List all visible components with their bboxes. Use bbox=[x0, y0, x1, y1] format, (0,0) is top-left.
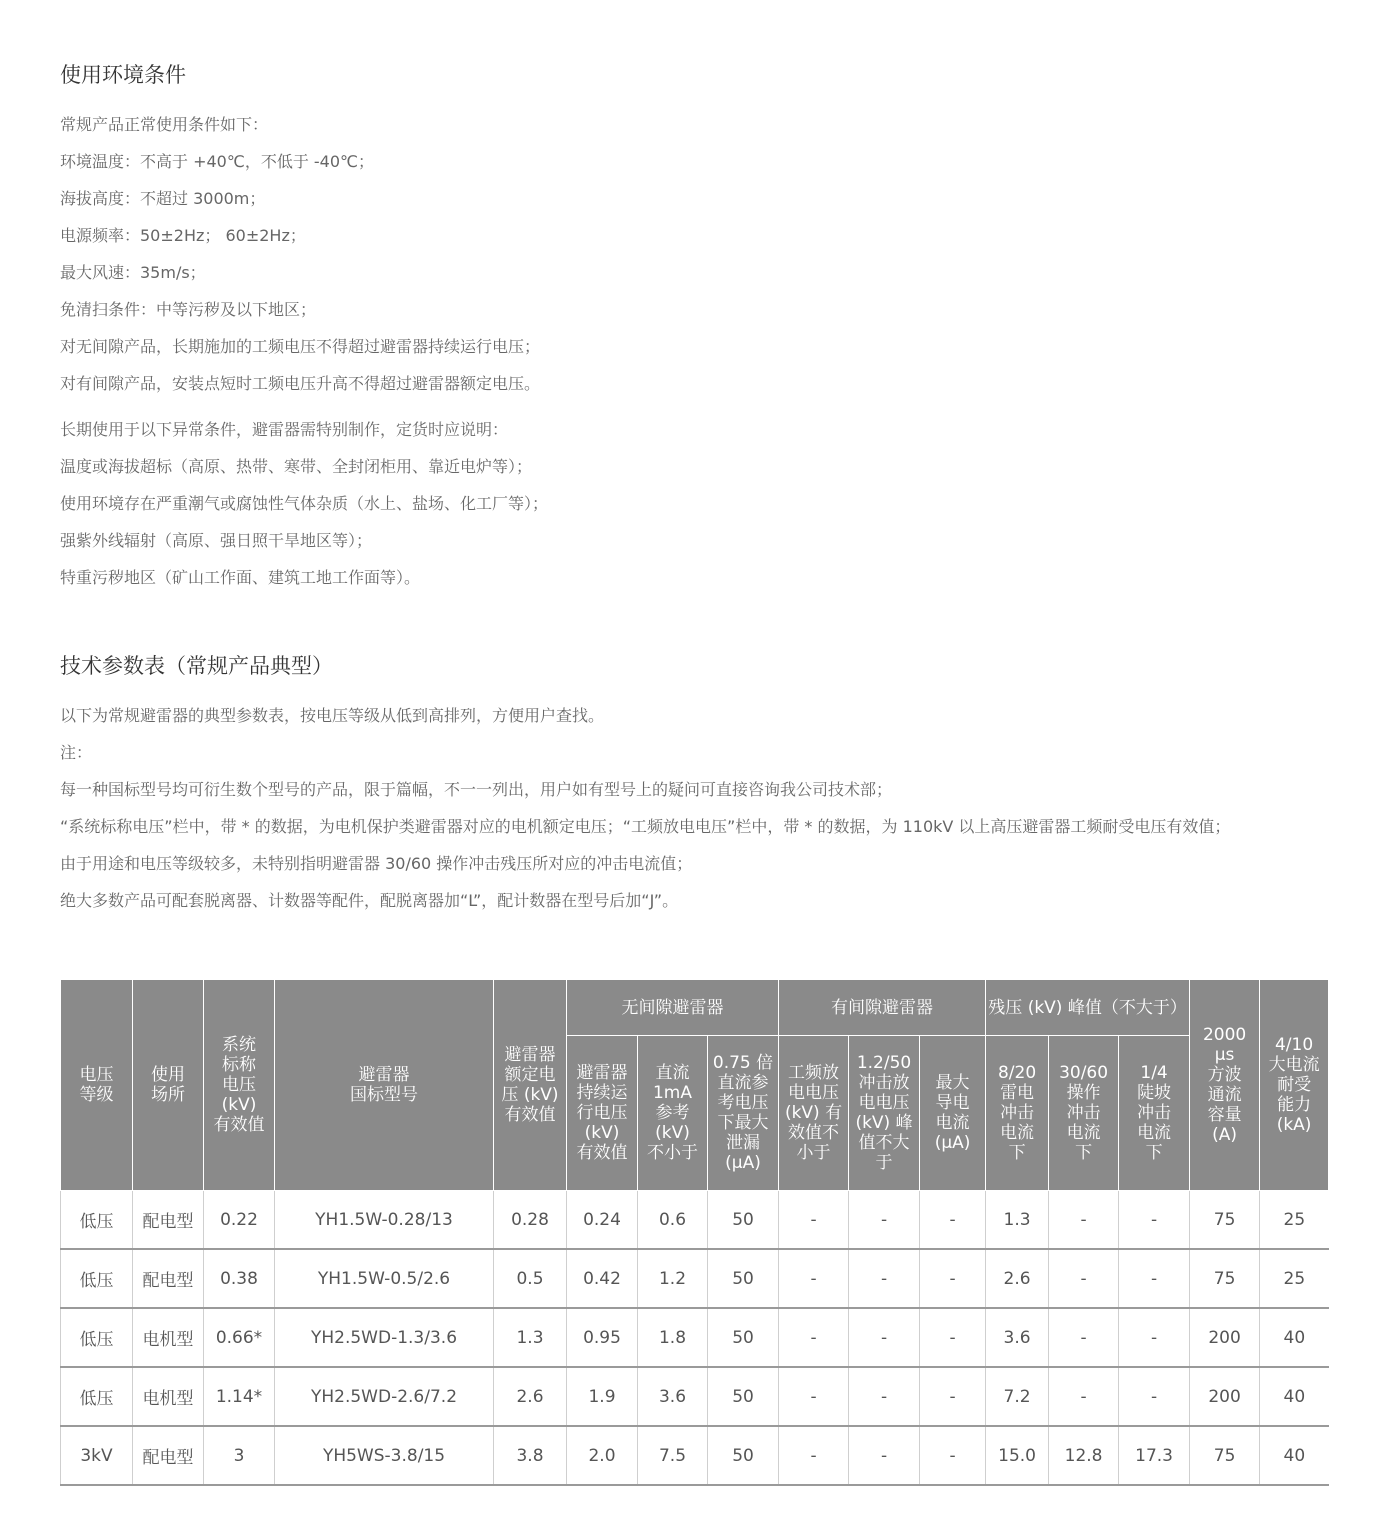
table-cell: 2.6 bbox=[494, 1367, 567, 1426]
table-cell: 50 bbox=[708, 1367, 779, 1426]
table-cell: 0.38 bbox=[204, 1249, 275, 1308]
list-item: 海拔高度：不超过 3000m； bbox=[60, 189, 266, 208]
list-item: 长期使用于以下异常条件，避雷器需特别制作，定货时应说明： bbox=[60, 420, 509, 439]
list-item: 最大风速：35m/s； bbox=[60, 263, 206, 282]
header-dc-reference: 直流 1mA 参考 (kV) 不小于 bbox=[638, 1036, 708, 1191]
header-pf-discharge: 工频放 电电压 (kV) 有 效值不 小于 bbox=[779, 1036, 849, 1191]
table-cell: - bbox=[1049, 1367, 1119, 1426]
table-cell: YH5WS-3.8/15 bbox=[275, 1426, 494, 1485]
table-cell: 7.5 bbox=[638, 1426, 708, 1485]
table-cell: 低压 bbox=[61, 1249, 133, 1308]
table-cell: 2.0 bbox=[567, 1426, 638, 1485]
section-title-environment: 使用环境条件 bbox=[60, 63, 186, 87]
table-cell: - bbox=[849, 1426, 920, 1485]
table-row bbox=[61, 1249, 1329, 1308]
header-group-gapless: 无间隙避雷器 bbox=[567, 980, 779, 1036]
table-cell: - bbox=[779, 1249, 849, 1308]
table-cell: 75 bbox=[1190, 1191, 1260, 1250]
table-cell: - bbox=[920, 1191, 986, 1250]
header-rated-voltage: 避雷器 额定电 压 (kV) 有效值 bbox=[494, 980, 567, 1191]
list-item: 电源频率：50±2Hz； 60±2Hz； bbox=[60, 226, 306, 245]
table-row bbox=[61, 1308, 1329, 1367]
table-cell: 25 bbox=[1260, 1249, 1329, 1308]
table-cell: - bbox=[1049, 1191, 1119, 1250]
list-item: 特重污秽地区（矿山工作面、建筑工地工作面等）。 bbox=[60, 568, 421, 587]
table-cell: 200 bbox=[1190, 1308, 1260, 1367]
table-row bbox=[61, 1367, 1329, 1426]
table-cell: 50 bbox=[708, 1249, 779, 1308]
table-cell: 12.8 bbox=[1049, 1426, 1119, 1485]
table-cell: 1.3 bbox=[986, 1191, 1049, 1250]
table-cell: 1.3 bbox=[494, 1308, 567, 1367]
table-cell: 配电型 bbox=[133, 1191, 204, 1250]
table-cell: 0.5 bbox=[494, 1249, 567, 1308]
header-continuous-voltage: 避雷器 持续运 行电压 (kV) 有效值 bbox=[567, 1036, 638, 1191]
table-cell: - bbox=[920, 1426, 986, 1485]
table-cell: 25 bbox=[1260, 1191, 1329, 1250]
list-item: 温度或海拔超标（高原、热带、寒带、全封闭柜用、靠近电炉等）； bbox=[60, 457, 533, 476]
note-item: 每一种国标型号均可衍生数个型号的产品，限于篇幅，不一一列出，用户如有型号上的疑问可直接咨询我公司技术部； bbox=[60, 780, 893, 799]
table-cell: 17.3 bbox=[1119, 1426, 1190, 1485]
table-cell: - bbox=[1119, 1249, 1190, 1308]
table-cell: 0.6 bbox=[638, 1191, 708, 1250]
table-cell: 75 bbox=[1190, 1249, 1260, 1308]
table-cell: - bbox=[1119, 1308, 1190, 1367]
table-cell: 40 bbox=[1260, 1308, 1329, 1367]
note-item: 绝大多数产品可配套脱离器、计数器等配件，配脱离器加“L”，配计数器在型号后加“J”。 bbox=[60, 891, 679, 910]
table-cell: 50 bbox=[708, 1191, 779, 1250]
table-cell: - bbox=[779, 1191, 849, 1250]
table-cell: 0.22 bbox=[204, 1191, 275, 1250]
table-cell: 50 bbox=[708, 1426, 779, 1485]
table-cell: - bbox=[849, 1367, 920, 1426]
list-item: 环境温度：不高于 +40℃，不低于 -40℃； bbox=[60, 152, 375, 171]
note-item: 由于用途和电压等级较多，未特别指明避雷器 30/60 操作冲击残压所对应的冲击电流值； bbox=[60, 854, 693, 873]
header-steep: 1/4 陡坡 冲击 电流 下 bbox=[1119, 1036, 1190, 1191]
list-item: 使用环境存在严重潮气或腐蚀性气体杂质（水上、盐场、化工厂等）； bbox=[60, 494, 549, 513]
table-cell: 40 bbox=[1260, 1426, 1329, 1485]
table-cell: 低压 bbox=[61, 1191, 133, 1250]
table-cell: 0.42 bbox=[567, 1249, 638, 1308]
table-cell: 75 bbox=[1190, 1426, 1260, 1485]
table-cell: - bbox=[1049, 1308, 1119, 1367]
table-cell: YH1.5W-0.28/13 bbox=[275, 1191, 494, 1250]
header-max-current: 最大 导电 电流 (μA) bbox=[920, 1036, 986, 1191]
table-cell: 50 bbox=[708, 1308, 779, 1367]
table-cell: - bbox=[849, 1191, 920, 1250]
table-cell: 1.8 bbox=[638, 1308, 708, 1367]
table-cell: 15.0 bbox=[986, 1426, 1049, 1485]
table-cell: 1.14* bbox=[204, 1367, 275, 1426]
list-item: 对无间隙产品，长期施加的工频电压不得超过避雷器持续运行电压； bbox=[60, 337, 541, 356]
list-item: 免清扫条件：中等污秽及以下地区； bbox=[60, 300, 317, 319]
header-switching: 30/60 操作 冲击 电流 下 bbox=[1049, 1036, 1119, 1191]
table-cell: 3.6 bbox=[986, 1308, 1049, 1367]
table-cell: 3 bbox=[204, 1426, 275, 1485]
table-cell: YH1.5W-0.5/2.6 bbox=[275, 1249, 494, 1308]
table-cell: 电机型 bbox=[133, 1367, 204, 1426]
table-cell: 低压 bbox=[61, 1308, 133, 1367]
table-cell: 3kV bbox=[61, 1426, 133, 1485]
table-cell: - bbox=[849, 1308, 920, 1367]
table-cell: - bbox=[1049, 1249, 1119, 1308]
header-leakage: 0.75 倍 直流参 考电压 下最大 泄漏 (μA) bbox=[708, 1036, 779, 1191]
note-item: 注： bbox=[60, 743, 93, 762]
table-cell: - bbox=[1119, 1191, 1190, 1250]
table-cell: 配电型 bbox=[133, 1426, 204, 1485]
normal-conditions-list bbox=[60, 106, 540, 402]
table-cell: 3.6 bbox=[638, 1367, 708, 1426]
note-item: “系统标称电压”栏中，带 * 的数据，为电机保护类避雷器对应的电机额定电压；“工频放电电压”栏中，带 * 的数据，为 110kV 以上高压避雷器工频耐受电压有效值； bbox=[60, 817, 1231, 836]
header-group-residual: 残压 (kV) 峰值（不大于） bbox=[986, 980, 1190, 1036]
table-cell: 2.6 bbox=[986, 1249, 1049, 1308]
header-square-wave: 2000 μs 方波 通流 容量 (A) bbox=[1190, 980, 1260, 1191]
table-cell: 0.66* bbox=[204, 1308, 275, 1367]
spec-notes bbox=[60, 697, 1330, 919]
header-system-voltage: 系统 标称 电压 (kV) 有效值 bbox=[204, 980, 275, 1191]
header-high-current: 4/10 大电流 耐受 能力 (kA) bbox=[1260, 980, 1329, 1191]
table-cell: - bbox=[920, 1308, 986, 1367]
table-cell: YH2.5WD-2.6/7.2 bbox=[275, 1367, 494, 1426]
table-cell: 40 bbox=[1260, 1367, 1329, 1426]
header-voltage-level: 电压 等级 bbox=[61, 980, 133, 1191]
table-cell: 0.28 bbox=[494, 1191, 567, 1250]
table-row bbox=[61, 1426, 1329, 1485]
header-group-gapped: 有间隙避雷器 bbox=[779, 980, 986, 1036]
table-cell: 配电型 bbox=[133, 1249, 204, 1308]
table-cell: - bbox=[849, 1249, 920, 1308]
table-cell: 0.24 bbox=[567, 1191, 638, 1250]
section-title-spec: 技术参数表（常规产品典型） bbox=[60, 654, 333, 678]
table-cell: 3.8 bbox=[494, 1426, 567, 1485]
table-cell: - bbox=[920, 1249, 986, 1308]
table-cell: 1.9 bbox=[567, 1367, 638, 1426]
table-cell: - bbox=[779, 1308, 849, 1367]
note-item: 以下为常规避雷器的典型参数表，按电压等级从低到高排列，方便用户查找。 bbox=[60, 706, 605, 725]
table-cell: 200 bbox=[1190, 1367, 1260, 1426]
table-cell: 1.2 bbox=[638, 1249, 708, 1308]
table-cell: 电机型 bbox=[133, 1308, 204, 1367]
table-cell: 7.2 bbox=[986, 1367, 1049, 1426]
table-cell: 低压 bbox=[61, 1367, 133, 1426]
table-cell: YH2.5WD-1.3/3.6 bbox=[275, 1308, 494, 1367]
table-cell: - bbox=[920, 1367, 986, 1426]
table-cell: - bbox=[1119, 1367, 1190, 1426]
list-item: 常规产品正常使用条件如下： bbox=[60, 115, 269, 134]
table-row bbox=[61, 1191, 1329, 1250]
abnormal-conditions-list bbox=[60, 411, 548, 596]
header-model: 避雷器 国标型号 bbox=[275, 980, 494, 1191]
table-cell: - bbox=[779, 1367, 849, 1426]
table-body bbox=[61, 1191, 1329, 1486]
header-impulse-discharge: 1.2/50 冲击放 电电压 (kV) 峰 值不大 于 bbox=[849, 1036, 920, 1191]
table-cell: - bbox=[779, 1426, 849, 1485]
header-usage: 使用 场所 bbox=[133, 980, 204, 1191]
header-lightning: 8/20 雷电 冲击 电流 下 bbox=[986, 1036, 1049, 1191]
table-cell: 0.95 bbox=[567, 1308, 638, 1367]
list-item: 强紫外线辐射（高原、强日照干旱地区等）； bbox=[60, 531, 373, 550]
spec-table bbox=[60, 979, 1329, 1486]
list-item: 对有间隙产品，安装点短时工频电压升高不得超过避雷器额定电压。 bbox=[60, 374, 541, 393]
